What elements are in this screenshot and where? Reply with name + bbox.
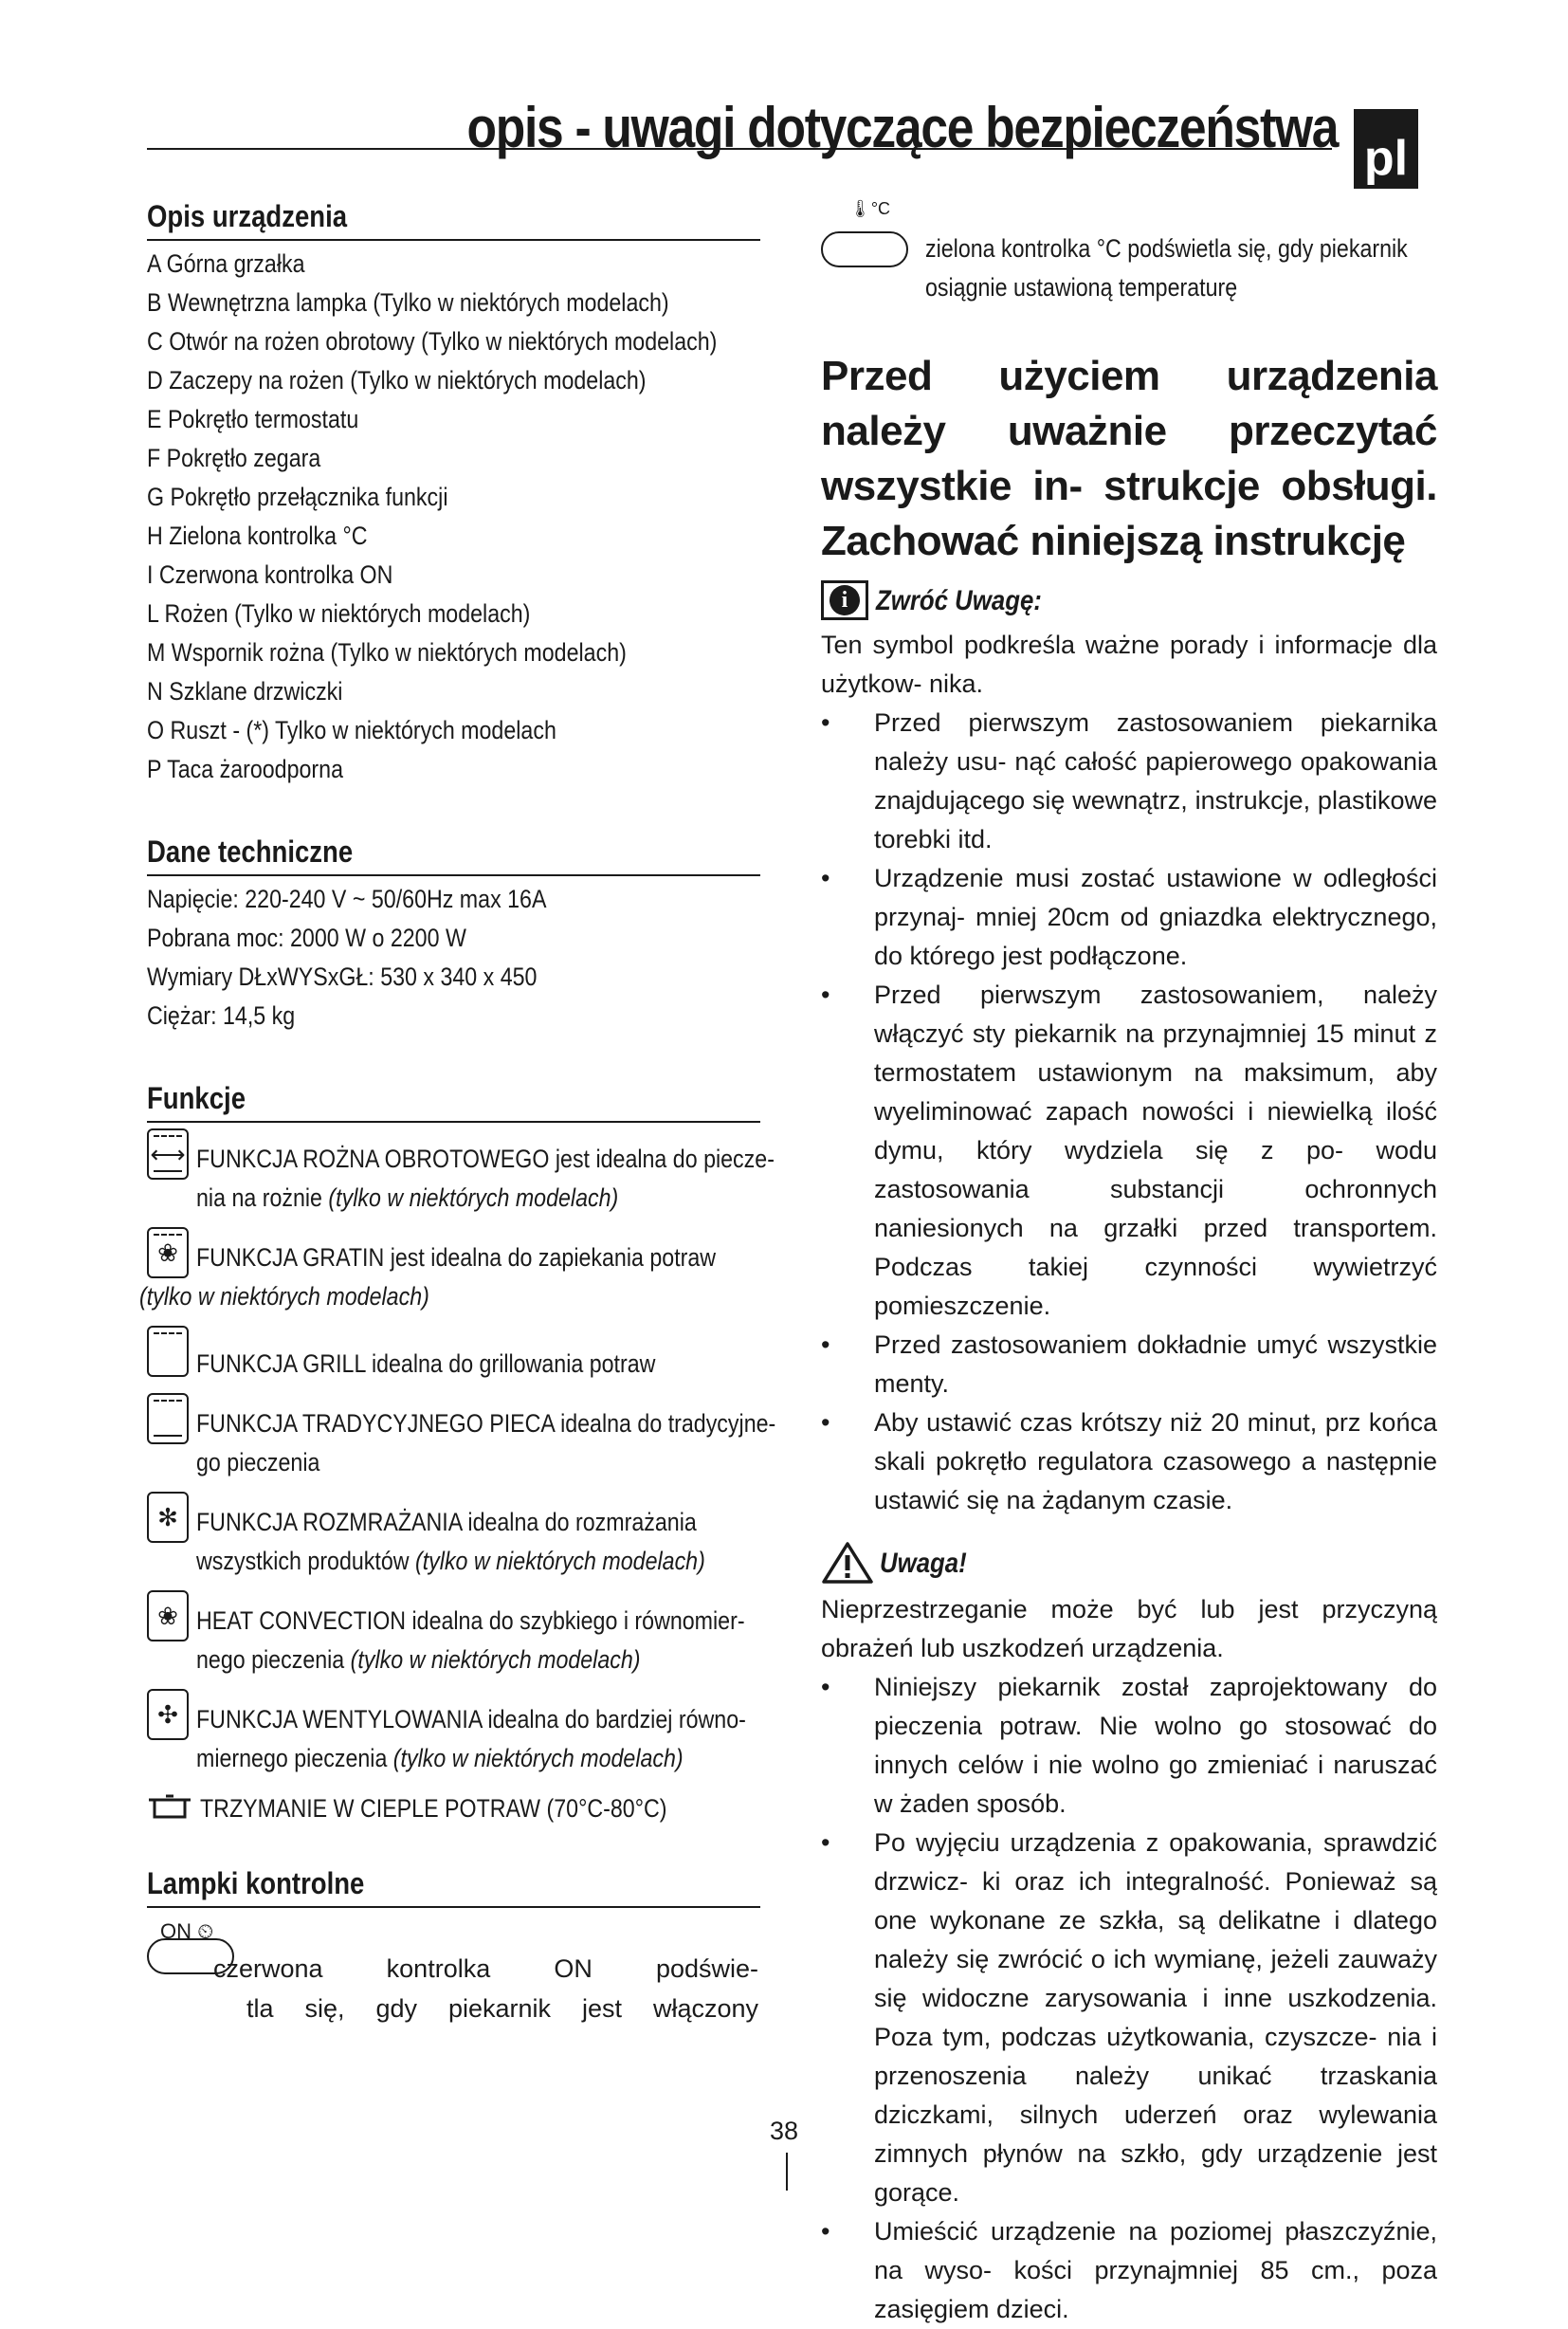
lamp-c-row	[821, 190, 1437, 302]
pot-shape	[147, 1794, 192, 1823]
c-lamp-text: zielona kontrolka °C podświetla się, gdy piekarnik osiągnie ustawioną temperaturę	[925, 234, 1408, 302]
spec-line: Ciężar: 14,5 kg	[147, 1001, 296, 1030]
list-item: N Szklane drzwiczki	[147, 677, 343, 706]
parts-list	[147, 245, 763, 789]
list-item: M Wspornik rożna (Tylko w niektórych modelach)	[147, 638, 627, 667]
rotisserie-icon: ⟷	[147, 1128, 189, 1180]
list-item: • Po wyjęciu urządzenia z opakowania, sprawdzić drzwicz- ki oraz ich integralność. Ponieważ są one wykonane ze szkła, są delikatne i dlatego należy się zwrócić o ich wymianę, jeżeli zauważy się widoczne zarysowania i inne uszkodzenia. Poza tym, podczas użytkowania, czyszcze- nia i przenoszenia należy unikać trzaskania dziczkami, silnych uderzeń oraz wylewania zimnych płynów na szkło, gdy urządzenie jest gorące.	[821, 1824, 1437, 2212]
spec-list	[147, 880, 763, 1036]
list-item: L Rożen (Tylko w niektórych modelach)	[147, 599, 531, 628]
on-lamp-text-b: tla się, gdy piekarnik jest włączony	[246, 1994, 758, 2023]
function-conventional: FUNKCJA TRADYCYJNEGO PIECA idealna do tradycyjne- go pieczenia	[147, 1393, 763, 1482]
list-item: E Pokrętło termostatu	[147, 405, 359, 433]
list-item: H Zielona kontrolka °C	[147, 522, 368, 550]
list-item: • Umieścić urządzenie na poziomej płaszczyźnie, na wyso- kości przynajmniej 85 cm., poza zasięgiem dzieci.	[821, 2212, 1437, 2329]
page-number: 38	[769, 2117, 799, 2145]
list-item: O Ruszt - (*) Tylko w niektórych modelach	[147, 716, 556, 744]
language-badge: pl	[1354, 109, 1418, 189]
warning-text: Nieprzestrzeganie może być lub jest przyczyną obrażeń lub uszkodzeń urządzenia.	[821, 1595, 1437, 1662]
keep-warm-icon	[147, 1792, 192, 1825]
defrost-icon: ✻	[147, 1492, 189, 1543]
fan-icon: ✣	[147, 1689, 189, 1740]
on-lamp-label: ON ⏲	[160, 1919, 214, 1943]
list-item: • Urządzenie musi zostać ustawione w odległości przynaj- mniej 20cm od gniazdka elektrycznego, do którego jest podłączone.	[821, 859, 1437, 976]
fan-grill-icon: ❀	[147, 1227, 189, 1278]
section-title-lampki: Lampki kontrolne	[147, 1862, 760, 1908]
spec-line: Pobrana moc: 2000 W o 2200 W	[147, 924, 466, 952]
page-number-rule	[786, 2153, 788, 2191]
note-text: Ten symbol podkreśla ważne porady i informacje dla użytkow- nika.	[821, 631, 1437, 698]
list-item: C Otwór na rożen obrotowy (Tylko w niektórych modelach)	[147, 327, 718, 356]
on-lamp-text-a: czerwona kontrolka ON podświe-	[213, 1954, 758, 1983]
spec-line: Napięcie: 220-240 V ~ 50/60Hz max 16A	[147, 885, 547, 913]
list-item: B Wewnętrzna lampka (Tylko w niektórych modelach)	[147, 288, 669, 317]
list-item: • Aby ustawić czas krótszy niż 20 minut, prz końca skali pokrętło regulatora czasowego a następnie ustawić się na żądanym czasie.	[821, 1403, 1437, 1520]
list-item: D Zaczepy na rożen (Tylko w niektórych modelach)	[147, 366, 647, 394]
section-title-opis: Opis urządzenia	[147, 195, 760, 241]
instruction-heading: Przed użyciem urządzenia należy uważnie przeczytać wszystkie in- strukcje obsługi. Zachować niniejszą instrukcję	[821, 353, 1437, 564]
list-item: G Pokrętło przełącznika funkcji	[147, 483, 448, 511]
warning-icon	[821, 1541, 874, 1585]
section-title-funkcje: Funkcje	[147, 1077, 760, 1123]
page-title: opis - uwagi dotyczące bezpieczeństwa	[466, 96, 1338, 159]
note-title: Zwróć Uwagę:	[876, 584, 1042, 616]
list-item: F Pokrętło zegara	[147, 444, 321, 472]
list-item: • Przed pierwszym zastosowaniem, należy włączyć sty piekarnik na przynajmniej 15 minut z termostatem ustawionym na maksimum, aby wyeliminować zapach nowości i niewielką ilość dymu, który wydziela się z po- wodu zastosowania substancji ochronnych naniesionych na grzałki przed transportem. Podczas takiej czynności wywietrzyć pomieszczenie.	[821, 976, 1437, 1326]
conventional-oven-icon	[147, 1393, 189, 1444]
list-item: A Górna grzałka	[147, 249, 305, 278]
info-icon: i	[821, 580, 868, 620]
usage-bullets	[821, 704, 1437, 1520]
temperature-lamp-label: 🌡°C	[849, 199, 891, 218]
green-lamp-indicator	[821, 231, 908, 267]
function-heat-convection: ❀ HEAT CONVECTION idealna do szybkiego i równomier- nego pieczenia (tylko w niektórych modelach)	[147, 1590, 763, 1679]
warning-header	[821, 1541, 1437, 1585]
function-grill: FUNKCJA GRILL idealna do grillowania potraw	[147, 1326, 763, 1384]
list-item: P Taca żaroodporna	[147, 755, 343, 783]
heat-convection-icon: ❀	[147, 1590, 189, 1641]
warning-bullets	[821, 1668, 1437, 2329]
list-item: I Czerwona kontrolka ON	[147, 560, 393, 589]
section-title-dane: Dane techniczne	[147, 831, 760, 876]
right-column	[821, 190, 1437, 2329]
function-fan: ✣ FUNKCJA WENTYLOWANIA idealna do bardziej równo- miernego pieczenia (tylko w niektórych modelach)	[147, 1689, 763, 1778]
function-defrost: ✻ FUNKCJA ROZMRAŻANIA idealna do rozmrażania wszystkich produktów (tylko w niektórych modelach)	[147, 1492, 763, 1581]
warning-title: Uwaga!	[880, 1547, 967, 1579]
function-keep-warm: TRZYMANIE W CIEPLE POTRAW (70°C-80°C)	[147, 1788, 763, 1828]
left-column	[139, 195, 776, 2023]
function-gratin: ❀ FUNKCJA GRATIN jest idealna do zapiekania potraw (tylko w niektórych modelach)	[147, 1227, 763, 1316]
list-item: • Przed zastosowaniem dokładnie umyć wszystkie menty.	[821, 1326, 1437, 1403]
spec-line: Wymiary DŁxWYSxGŁ: 530 x 340 x 450	[147, 963, 538, 991]
list-item: • Niniejszy piekarnik został zaprojektowany do pieczenia potraw. Nie wolno go stosować do innych celów i nie wolno go zmieniać i naruszać w żaden sposób.	[821, 1668, 1437, 1824]
lamp-on-row	[147, 1912, 763, 2023]
grill-icon	[147, 1326, 189, 1377]
list-item: • Przed pierwszym zastosowaniem piekarnika należy usu- nąć całość papierowego opakowania znajdującego się wewnątrz, instrukcje, plastikowe torebki itd.	[821, 704, 1437, 859]
note-header	[821, 580, 1437, 620]
function-rotisserie: ⟷ FUNKCJA ROŻNA OBROTOWEGO jest idealna do piecze- nia na rożnie (tylko w niektórych modelach)	[147, 1128, 763, 1218]
